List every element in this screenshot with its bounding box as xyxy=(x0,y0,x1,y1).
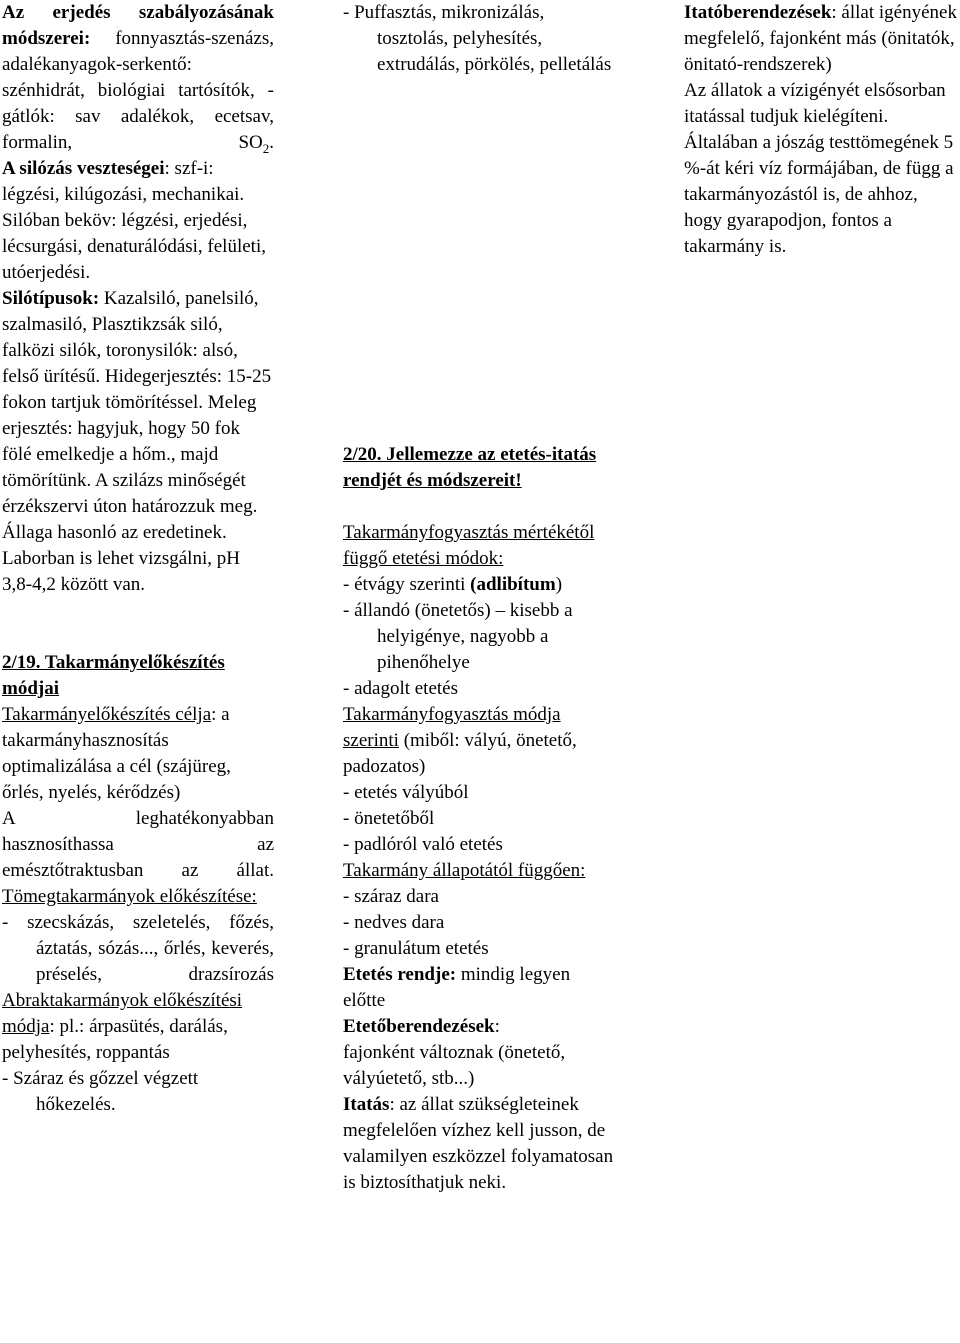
etvagy-list-item xyxy=(343,572,617,598)
silotipus-heading: Silótípusok: xyxy=(2,288,100,309)
adagolt-list-item: - adagolt etetés xyxy=(343,678,459,699)
tomeg-list-item: - szecskázás, szeletelés, főzés, áztatás, sózás..., őrlés, keverés, préselés, drazsírozás xyxy=(2,912,274,985)
paragraph-itatas xyxy=(343,1092,617,1196)
onetetobol-list-item: - önetetőből xyxy=(343,808,435,829)
erjedes-subscript: 2 xyxy=(262,140,270,156)
etvagy-text: - étvágy szerinti xyxy=(343,574,471,595)
szaraz-dara-list-item: - száraz dara xyxy=(343,886,439,907)
cel-text: : a takarmányhasznosítás optimalizálása a cél (szájüreg, őrlés, nyelés, kérődzés) xyxy=(2,704,231,803)
tomeg-heading: Tömegtakarmányok előkészítése: xyxy=(2,886,257,907)
rend-heading: Etetés rendje: xyxy=(343,964,457,985)
column-right xyxy=(684,0,959,260)
beren-text: fajonként változnak (önetető, vályúetető, stb...) xyxy=(343,1042,566,1089)
erjedes-text: fonnyasztás-szenázs, adalékanyagok-serkentő: szénhidrát, biológiai tartósítók, - gátlók: sav adalékok, ecetsav, formalin, SO xyxy=(2,28,274,153)
puffasztas-list-item: - Puffasztás, mikronizálás, tosztolás, pelyhesítés, extrudálás, pörkölés, pelletálás xyxy=(343,2,612,75)
heading-line-2: módjai xyxy=(2,678,59,699)
allapot-heading: Takarmány állapotától függően: xyxy=(343,860,586,881)
itato-heading: Itatóberendezések xyxy=(684,2,832,23)
szaraz-list-item: - Száraz és gőzzel végzett hőkezelés. xyxy=(2,1068,199,1115)
abrak-text: : pl.: árpasütés, darálás, pelyhesítés, roppantás xyxy=(2,1016,228,1063)
section-heading-2-19 xyxy=(2,650,274,702)
paragraph-silotipus xyxy=(2,286,274,598)
fogyasztas-heading: Takarmányfogyasztás mértékétől függő etetési módok: xyxy=(343,522,595,569)
adlibitum-term: (adlibítum xyxy=(470,574,556,595)
beren-heading-line xyxy=(343,1014,617,1040)
cel-heading: Takarmányelőkészítés célja xyxy=(2,704,212,725)
column-middle xyxy=(343,0,617,1196)
column-left xyxy=(2,0,274,1118)
paragraph-leghatekonyabban: A leghatékonyabban hasznosíthassa az emésztőtraktusban az állat. xyxy=(2,808,274,881)
beren-heading: Etetőberendezések xyxy=(343,1016,495,1037)
veszteseg-text: : szf-i: légzési, kilúgozási, mechanikai. Silóban beköv: légzési, erjedési, lécsurgási, denaturálódási, felületi, utóerjedési. xyxy=(2,158,266,283)
abrak-heading: Abraktakarmányok előkészítési módja xyxy=(2,990,243,1037)
padlo-list-item: - padlóról való etetés xyxy=(343,834,503,855)
paragraph-rend xyxy=(343,962,617,1014)
nedves-dara-list-item: - nedves dara xyxy=(343,912,445,933)
silotipus-text: Kazalsiló, panelsiló, szalmasiló, Plasztikzsák siló, falközi silók, toronysilók: alsó, felső ürítésű. Hidegerjesztés: 15-25 fokon tartjuk tömörítéssel. Meleg erjesztés: hagyjuk, hogy 50 fok fölé emelkedje a hőm., majd tömörítünk. A szilázs minőségét érzékszervi úton határozzuk meg. Állaga hasonló az eredetinek. Laborban is lehet vizsgálni, pH 3,8-4,2 között van. xyxy=(2,288,272,595)
itato-text: : állat igényének megfelelő, fajonként más (önitatók, önitató-rendszerek) xyxy=(684,2,957,75)
paragraph-erjedes xyxy=(2,0,274,156)
erjedes-heading: Az erjedés szabályozásának módszerei: xyxy=(2,2,274,49)
modja-text: (miből: vályú, önetető, padozatos) xyxy=(343,730,577,777)
section-heading-2-20: 2/20. Jellemezze az etetés-itatás rendjét és módszereit! xyxy=(343,444,597,491)
modja-heading: Takarmányfogyasztás módja szerinti xyxy=(343,704,561,751)
paragraph-abrak xyxy=(2,988,274,1066)
rend-text: mindig legyen előtte xyxy=(343,964,571,1011)
paragraph-itato xyxy=(684,0,959,78)
valyu-list-item: - etetés vályúból xyxy=(343,782,469,803)
beren-colon: : xyxy=(494,1016,500,1037)
veszteseg-heading: A silózás veszteségei xyxy=(2,158,165,179)
itatas-heading: Itatás xyxy=(343,1094,390,1115)
paragraph-cel xyxy=(2,702,274,806)
allando-list-item: - állandó (önetetős) – kisebb a helyigénye, nagyobb a pihenőhelye xyxy=(343,600,573,673)
itatas-text: : az állat szükségleteinek megfelelően vízhez kell jusson, de valamilyen eszközzel folyamatosan is biztosíthatjuk neki. xyxy=(343,1094,614,1193)
erjedes-text-end: . xyxy=(269,132,274,153)
etvagy-close: ) xyxy=(555,574,563,595)
granulatum-list-item: - granulátum etetés xyxy=(343,938,489,959)
paragraph-veszteseg xyxy=(2,156,274,286)
heading-line-1: 2/19. Takarmányelőkészítés xyxy=(2,652,225,673)
paragraph-modja xyxy=(343,702,617,780)
paragraph-vizigeny: Az állatok a vízigényét elsősorban itatással tudjuk kielégíteni. Általában a jószág testtömegének 5 %-át kéri víz formájában, de függ a takarmányozástól is, de ahhoz, hogy gyarapodjon, fontos a takarmány is. xyxy=(684,80,954,257)
